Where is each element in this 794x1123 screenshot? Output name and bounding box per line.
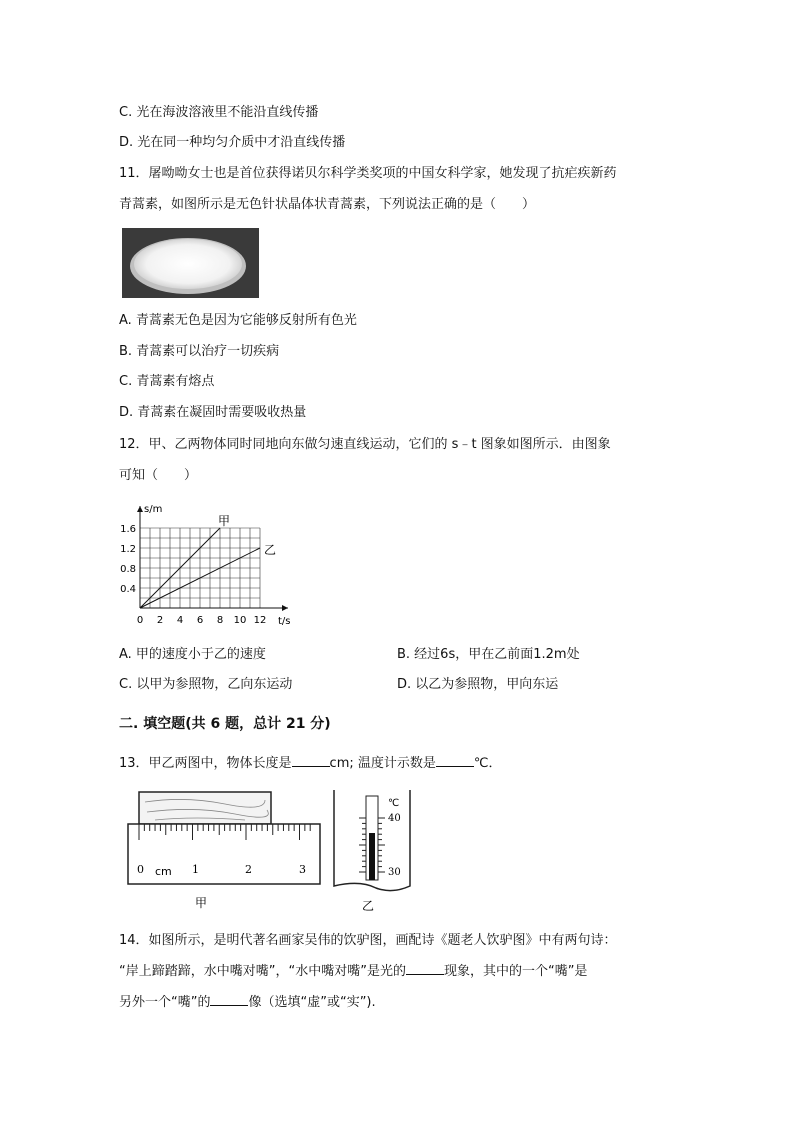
- q13-stem: [119, 754, 501, 773]
- option-c-prev: C. 光在海波溶液里不能沿直线传播: [119, 105, 319, 120]
- q14-stem-line2: [119, 962, 587, 981]
- thermo-caption: 乙: [362, 899, 375, 913]
- q11-stem-line1: 11．屠呦呦女士也是首位获得诺贝尔科学类奖项的中国女科学家，她发现了抗疟疾新药: [119, 166, 617, 181]
- y-tick-label: 0.4: [120, 584, 136, 595]
- q12-option-a: A. 甲的速度小于乙的速度: [119, 647, 266, 662]
- option-d-prev: D. 光在同一种均匀介质中才沿直线传播: [119, 135, 346, 150]
- q13-text-3: ℃．: [473, 756, 502, 771]
- q13-blank-temp[interactable]: [436, 754, 474, 767]
- y-axis-label: s/m: [144, 504, 163, 515]
- q12-option-b: B. 经过6s，甲在乙前面1.2m处: [397, 647, 580, 662]
- x-tick-label: 10: [233, 615, 247, 626]
- q14-text-3b: 像（选填“虚”或“实”).: [248, 995, 376, 1010]
- q12-stem-line2: 可知（ ）: [119, 468, 198, 483]
- ruler-tick-label-2: 2: [245, 863, 252, 876]
- ruler-tick-label-1: 1: [192, 863, 199, 876]
- q14-blank-image[interactable]: [210, 993, 248, 1006]
- q13-text-2: cm; 温度计示数是: [329, 756, 436, 771]
- q14-stem-line3: [119, 993, 376, 1012]
- thermo-label-top: 40: [388, 813, 401, 824]
- q14-stem-line1: 14．如图所示，是明代著名画家吴伟的饮驴图，画配诗《题老人饮驴图》中有两句诗：: [119, 933, 617, 948]
- section-heading: 二. 填空题(共 6 题，总计 21 分): [119, 716, 331, 732]
- thermometer-figure: [330, 788, 420, 920]
- artemisinin-photo: [122, 228, 259, 298]
- thermo-label-bottom: 30: [388, 867, 401, 878]
- series-label: 乙: [264, 543, 277, 557]
- q13-blank-length[interactable]: [292, 754, 330, 767]
- q13-text-1: 13．甲乙两图中，物体长度是: [119, 756, 292, 771]
- ruler-figure: [125, 790, 325, 919]
- x-axis-arrow: [282, 605, 288, 611]
- x-tick-label: 6: [196, 615, 204, 626]
- q12-option-c: C. 以甲为参照物，乙向东运动: [119, 677, 293, 692]
- ruler-unit: cm: [155, 865, 172, 878]
- wood-block: [139, 792, 271, 824]
- ruler-caption: 甲: [195, 896, 208, 910]
- x-tick-label: 8: [216, 615, 224, 626]
- x-tick-label: 12: [253, 615, 267, 626]
- q14-text-2b: 现象，其中的一个“嘴”是: [443, 964, 588, 979]
- st-chart-svg: [110, 498, 310, 633]
- q11-stem-line2: 青蒿素，如图所示是无色针状晶体状青蒿素，下列说法正确的是（ ）: [119, 197, 536, 212]
- y-tick-label: 0.8: [120, 564, 136, 575]
- q11-option-b: B. 青蒿素可以治疗一切疾病: [119, 344, 280, 359]
- st-graph: [110, 498, 310, 637]
- q11-option-a: A. 青蒿素无色是因为它能够反射所有色光: [119, 313, 357, 328]
- y-tick-label: 1.2: [120, 544, 136, 555]
- y-axis-arrow: [137, 506, 143, 512]
- q14-text-3a: 另外一个“嘴”的: [119, 995, 211, 1010]
- y-tick-label: 1.6: [120, 524, 136, 535]
- thermo-unit: ℃: [388, 798, 400, 809]
- x-axis-label: t/s: [278, 616, 291, 627]
- ruler-tick-label-0: 0: [137, 863, 144, 876]
- ruler-tick-label-3: 3: [299, 863, 306, 876]
- q14-text-2a: “岸上蹄踏蹄，水中嘴对嘴”，“水中嘴对嘴”是光的: [119, 964, 406, 979]
- series-label: 甲: [218, 514, 231, 528]
- x-tick-label: 2: [156, 615, 164, 626]
- x-tick-label: 0: [136, 615, 144, 626]
- q12-option-d: D. 以乙为参照物，甲向东运: [397, 677, 559, 692]
- x-tick-label: 4: [176, 615, 184, 626]
- q11-option-d: D. 青蒿素在凝固时需要吸收热量: [119, 405, 307, 420]
- q14-blank-phenomenon[interactable]: [406, 962, 444, 975]
- mercury-column: [369, 833, 375, 880]
- q11-option-c: C. 青蒿素有熔点: [119, 374, 215, 389]
- q12-stem-line1: 12．甲、乙两物体同时同地向东做匀速直线运动，它们的 s﹣t 图象如图所示．由图象: [119, 437, 611, 452]
